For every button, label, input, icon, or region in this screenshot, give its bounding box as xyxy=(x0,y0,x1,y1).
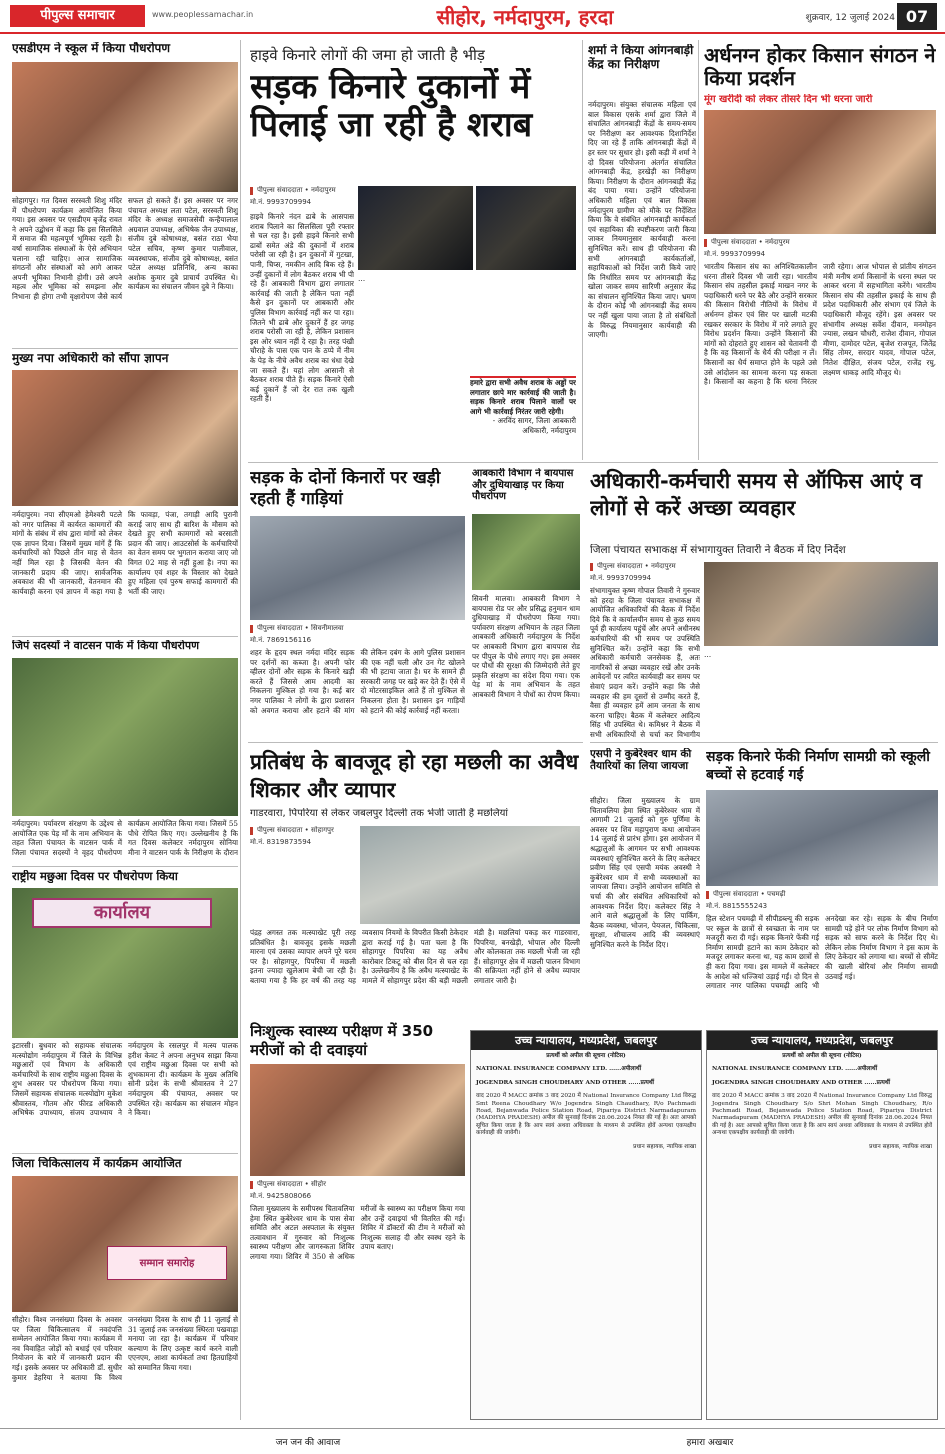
story-body: नर्मदापुरम। नपा सीएमओ हेमेश्वरी पटले को नगर पालिका में कार्यरत कामगारों की मांगों के संबंध में संघ द्वारा मांगों को लेकर एक ज्ञापन दिया। जिसमें मुख्य मांगें हैं कि कर्मचारियों को पिछले तीन माह से वेतन नहीं मिल रहा है जिसकी वेतन की जानकारी प्रदाय की जाए। सार्वजनिक अवकाश की भी जानकारी, वेतनमान की कार्यवाही करना एवं ज्ञापन में कहा गया है कि फावड़ा, पंजा, तगाड़ी आदि पुरानी कराई जाए साथ ही बारिश के मौसम को देखते हुए सभी कामगारों को बरसाती प्रदान की जाए। आउटसोर्स के कर्मचारियों का वेतन समय पर भुगतान कराया जाए जो विगत 02 माह से नहीं हुआ है। नपा का कार्यालय एवं शहर के विस्तार को देखते हुए महिला एवं पुरुष सफाई कामगारों की भर्ती की जाए। xyxy=(12,510,238,596)
story-subhead: जिला पंचायत सभाकक्ष में संभागायुक्त तिवारी ने बैठक में दिए निर्देश xyxy=(590,544,846,556)
notice-text: वाद 2020 में MACC क्रमांक 3 वाद 2020 में National Insurance Company Ltd विरुद्ध Smt Reena Choudhary W/o Jogendra Singh Chaudhary, R/o Pachmadi Road, Bejanwada Police Station Road, Pipariya District Narmadapuram (MADHYA PRADESH) अपील की सुनवाई दिनांक 28.06.2024 नियत की गई है। अतः आपको सूचित किया जाता है कि आप स्वयं अथवा अधिवक्ता के माध्यम से उपस्थित होवें अन्यथा एकपक्षीय कार्यवाही की जावेगी। xyxy=(476,1093,696,1137)
notice-footer: प्रधान सहायक, न्यायिक शाखा xyxy=(633,1143,696,1150)
notice-vs: JOGENDRA SINGH CHOUDHARY AND OTHER ......प्रत्यर्थी xyxy=(712,1079,891,1086)
notice-sub: प्रत्यर्थी को अपील की सूचना (नोटिस) xyxy=(782,1053,862,1059)
lead-body-cont: … xyxy=(358,274,366,283)
story-body: नर्मदापुरम। संयुक्त संचालक महिला एवं बाल विकास एसके शर्मा द्वारा जिले में संचालित आंगनबाड़ी केंद्रों के समय-समय पर निरीक्षण कर आवश्यक दिशानिर्देश दिए जा रहे हैं ताकि आंगनबाड़ी केंद्रों में हर स्तर पर सुधार हो। इसी कड़ी में शर्मा ने दो दिवस परियोजना अंतर्गत संचालित आंगनबाड़ी केंद्र, हरखेड़ी का निरीक्षण किया। निरीक्षण के दौरान आंगनबाड़ी केंद्र बंद पाया गया। उन्होंने परियोजना अधिकारी महिला एवं बाल विकास नर्मदापुरम ग्रामीण को मौके पर निर्देशित किया कि वे संबंधित आंगनबाड़ी कार्यकर्ता एवं सहायिका की स्पष्टीकरण जारी किया जाकर नियमानुसार कार्यवाही करना सुनिश्चित करें। साथ ही परियोजना की सभी आंगनबाड़ी कार्यकर्ताओं, सहायिकाओं को निर्देश जारी किये जाएं कि निर्धारित समय पर आंगनबाड़ी केंद्र खोला जाकर समय सारिणी अनुसार केंद्र का संचालन सुनिश्चित किया जाए। भ्रमण के दौरान कोई भी आंगनबाड़ी केंद्र समय पर नहीं खुला पाया जाता है तो संबंधितों के विरुद्ध नियमानुसार कार्यवाही की जाएगी। xyxy=(588,100,696,340)
notice-footer: प्रधान सहायक, न्यायिक शाखा xyxy=(869,1143,932,1150)
story-headline: आबकारी विभाग ने बायपास और दुधियाखाड़ पर किया पौधरोपण xyxy=(472,468,574,502)
story-body: जिला मुख्यालय के समीपस्थ चितावलिया हेमा स्थित कुबेरेश्वर धाम के पास सेवा समिति और अटल अस्पताल के संयुक्त तत्वावधान में गुरुवार को निःशुल्क स्वास्थ्य परीक्षण और जागरुकता शिविर लगाया गया। शिविर में 350 से अधिक मरीजों के स्वास्थ्य का परीक्षण किया गया और उन्हें दवाइयां भी वितरित की गईं। शिविर में डॉक्टरों की टीम ने मरीजों को निःशुल्क सलाह दी और स्वस्थ रहने के उपाय बताए। xyxy=(250,1204,465,1261)
story-headline: एसपी ने कुबेरेश्वर धाम की तैयारियों का लिया जायजा xyxy=(590,748,692,773)
story-divider xyxy=(12,1153,238,1154)
mobile-number: मो.नं. 9993709994 xyxy=(704,250,766,258)
notice-company: NATIONAL INSURANCE COMPANY LTD. ......अपीलार्थी xyxy=(476,1066,642,1073)
story-body: इटारसी। बुधवार को सहायक संचालक मत्स्योद्योग नर्मदापुरम में जिले के विभिन्न मछुआरों एवं विभाग के अधिकारी कर्मचारियों के साथ राष्ट्रीय मछुआ दिवस के शुभ अवसर पर पौधरोपण किया गया। जिसमें सहायक संचालक मत्स्योद्योग मुकेश श्रीवास्तव, गौतम और फीरड अधिकारी अभिषेक उपाध्याय, संजय उपाध्याय ने नर्मदापुरम के रसलपुर में मत्स्य पालक हरीश केवट ने अपना अनुभव साझा किया एवं राष्ट्रीय मछुआ दिवस पर सभी को शुभकामना दी। कार्यक्रम के मुख्य अतिथि सोनी प्रदेश के सभी श्रीवास्तव ने 27 नर्मदापुरम की पंचायत, अवसर पर उपस्थित रहे। कार्यक्रम का संचालन मोहन ने किया। xyxy=(12,1041,238,1118)
story-body: सोहागपुर। गत दिवस सरस्वती शिशु मंदिर में पौधरोपण कार्यक्रम आयोजित किया गया। इस अवसर पर एसडीएम बृजेंद्र रावत ने अपने उद्बोधन में कहा कि इस सिलसिले में समाज की महत्वपूर्ण भूमिका रहती है। वर्षा सामाजिक संस्थाओं के ऐसे अभियान चलाना रही चाहिए। आज सामाजिक संगठनों और संस्थाओं को आगे आकर अपनी भूमिका निभानी होगी। उसे अपने महत्व और भूमिका को समझना और निभाना ही होगा तभी वृक्षारोपण जैसे कार्य सफल हो सकते हैं। इस अवसर पर नगर पंचायत अध्यक्ष लता पटेल, सरस्वती शिशु मंदिर के अध्यक्ष समाजसेवी कन्हैयालाल अग्रवाल उपाध्यक्ष, अभिषेक जैन उपाध्यक्ष, संजीव दुबे कोषाध्यक्ष, बसंत राठा भैया पटेल सचिव, कृष्ण कुमार पालीवाल, व्यवस्थापक, संजीव दुबे कोषाध्यक्ष, बसंत पटेल अध्यक्ष प्रतिनिधि, अन्य काका अशोक कुमार दुबे प्राचार्य उपस्थित थे। कार्यक्रम का संचालन जीवन दुबे ने किया। xyxy=(12,196,238,301)
mobile-number: मो.नं. 9425808066 xyxy=(250,1192,312,1200)
mobile-number: मो.नं. 8815555243 xyxy=(706,902,768,910)
column-rule xyxy=(698,40,699,460)
mobile-number: मो.नं. 9993709994 xyxy=(250,198,312,206)
page-footer xyxy=(0,1428,945,1454)
story-headline: राष्ट्रीय मछुआ दिवस पर पौधरोपण किया xyxy=(12,870,178,883)
story-body: सीहोर। विश्व जनसंख्या दिवस के अवसर पर जिला चिकित्सालय में नवदंपत्ति सम्मेलन आयोजित किया गया। कार्यक्रम में नव विवाहित जोड़ों को बधाई एवं परिवार नियोजन के बारे में जानकारी प्रदान की गई। इसके अवसर पर अधिकारी डॉ. सुधीर कुमार डेहरिया ने बताया कि विश्व जनसंख्या दिवस के साथ ही 11 जुलाई से 31 जुलाई तक जनसंख्या स्थिरता पखवाड़ा मनाया जा रहा है। कार्यक्रम में परिवार कल्याण के लिए उत्कृष्ट कार्य करने वाली एएनएम, आशा कार्यकर्ता तथा हितग्राहियों को सम्मानित किया गया। xyxy=(12,1315,238,1382)
story-headline: प्रतिबंध के बावजूद हो रहा मछली का अवैध शिकार और व्यापार xyxy=(250,750,579,802)
page-number: 07 xyxy=(897,3,937,30)
story-photo xyxy=(360,826,580,924)
lead-photo xyxy=(476,186,576,270)
story-divider xyxy=(12,636,238,637)
story-body: नर्मदापुरम। पर्यावरण संरक्षण के उद्देश्य से आयोजित एक पेड़ माँ के नाम अभियान के तहत जिला पंचायत के वाटसन पार्क में जिला पंचायत सदस्यों ने वृहद पौधरोपण कार्यक्रम आयोजित किया गया। जिसमें 55 पौधे रोपित किए गए। उल्लेखनीय है कि गत दिवस कलेक्टर नर्मदापुरम सोनिया मीना ने वाटसन पार्क के निरीक्षण के दौरान xyxy=(12,819,238,857)
section-divider xyxy=(248,462,938,463)
story-photo xyxy=(706,790,938,886)
notice-sub: प्रत्यर्थी को अपील की सूचना (नोटिस) xyxy=(546,1053,626,1059)
story-photo xyxy=(12,370,238,506)
story-headline: सड़क किनारे फेंकी निर्माण सामग्री को स्कूली बच्चों से हटवाई गई xyxy=(706,749,930,783)
lead-quote: हमारे द्वारा सभी अवैध शराब के अड्डों पर लगातार छापे मार कार्रवाई की जाती है। सड़क किनारे शराब पिलाने वालों पर आगे भी कार्रवाई निरंतर जारी रहेगी। xyxy=(470,378,576,416)
story-headline: अर्धनग्न होकर किसान संगठन ने किया प्रदर्शन xyxy=(704,44,936,90)
byline: पीपुल्स संवाददाता • सोहागपुर xyxy=(250,826,355,835)
story-body-cont: … xyxy=(704,650,712,659)
story-body: पंद्रह अगस्त तक मत्स्याखेट पूरी तरह प्रतिबंधित है। बावजूद इसके मछली मारना एवं उसका व्यापार अपने पूरे चरम पर है। सोहागपुर, पिपरिया में मछली इतना ज्यादा खुलेआम बेची जा रही है। बताया गया है कि हर वर्ष की तरह यह व्यवसाय नियमों के विपरीत किसी ठेकेदार द्वारा कराई गई है। पता चला है कि सोहागपुर पिपरिया का यह अवैध कारोबार टिकटू को बीस दिन से चल रहा है। उल्लेखनीय है कि अवैध मत्स्याखेट के मामले में सोहागपुर प्रदेश की बड़ी मछली मंडी है। मछलियां पकड़ कर गाडरवारा, पिपरिया, बनखेड़ी, भोपाल और दिल्ली और कोलकाता तक मछली भेजी जा रही हैं। सोहागपुर क्षेत्र में मछली पालन विभाग की सक्रियता नहीं होने से अवैध व्यापार लगातार जारी है। xyxy=(250,928,580,985)
photo-banner: सम्मान समारोह xyxy=(107,1246,227,1280)
lead-body: हाइवे किनारे नंदन ढाबे के आसपास शराब पिलाने का सिलसिला पूरी रफ्तार से चल रहा है। इसी हाइवे किनारे सभी ढाबों समेत अंडे की दुकानों में शराब परोसी जा रही है। इन दुकानों में गुटखा, पानी, चिप्स, नमकीन आदि बिक रहे हैं। उन्हीं दुकानों में लोग बैठकर शराब भी पी रहे हैं। आबकारी विभाग द्वारा लगातार कार्रवाई की जाती है लेकिन पता नहीं कैसे इन दुकानों पर आबकारी और पुलिस विभाग कार्रवाई नहीं कर पा रहा। जितने भी ढाबे और दुकानें हैं हर जगह शराब परोसी जा रही है, लेकिन प्रशासन इस ओर ध्यान नहीं दे रहा है। तरह पंखी चौराहे के पास एक पान के ठप्पे में नीम के पेड़ के नीचे अवैध शराब का धंधा देखे जा सकते हैं। यहां लोग आसानी से बैठकर शराब पीते हैं। सड़क किनारे ऐसी कई दुकानें हैं जो देर रात तक खुली रहती हैं। xyxy=(250,212,354,404)
story-photo xyxy=(250,1064,465,1176)
notice-vs: JOGENDRA SINGH CHOUDHARY AND OTHER ......प्रत्यर्थी xyxy=(476,1079,655,1086)
website[interactable]: www.peoplessamachar.in xyxy=(152,10,254,19)
story-subhead: गाडरवारा, पिपरिया से लेकर जबलपुर दिल्ली तक भेजी जाती है मछलियां xyxy=(250,808,509,819)
mobile-number: मो.नं. 7869156116 xyxy=(250,636,312,644)
story-body: सिवनी मालवा। आबकारी विभाग ने बायपास रोड पर और प्रसिद्ध हनुमान धाम दुधियाखाड़ में पौधरोपण किया गया। पर्यावरण संरक्षण अभियान के तहत जिला आबकारी अधिकारी नर्मदापुरम के निर्देश पर आबकारी विभाग द्वारा बायपास रोड पर पीपुल के पौधे लगाए गए। इस अवसर पर पौधों की सुरक्षा की जिम्मेदारी लेते हुए प्रकृति संरक्षण का संदेश दिया गया। एक पेड़ मां के नाम अभियान के तहत आबकारी विभाग ने पौधों का रोपण किया। xyxy=(472,594,580,699)
byline: पीपुल्स संवाददाता • सीहोर xyxy=(250,1180,450,1189)
story-headline: जिपं सदस्यों ने वाटसन पार्क में किया पौधरोपण xyxy=(12,640,200,652)
story-body: हिल स्टेशन पचमढ़ी में सीपीडब्ल्यू की सड़क पर स्कूल के छात्रों से स्वच्छता के नाम पर मजदूरी करा दी गई। सड़क किनारे फेंकी गई निर्माण सामग्री हटाने का काम ठेकेदार को मजदूर लगाकर करना था, यह काम छात्रों से ही करा दिया गया। इस मामले में कलेक्टर के आदेश को धज्जियां उड़ाई गईं। दो दिन से लगातार नगर पालिका पचमढ़ी आदि भी अनदेखा कर रहे। सड़क के बीच निर्माण सामग्री पड़े होने पर लोक निर्माण विभाग को सड़क को साफ करने के निर्देश दिए थे। लेकिन लोक निर्माण विभाग ने इस काम के लिए ठेकेदार को लगाया था। बच्चों से सीमेंट की खाली बोरियां और निर्माण सामग्री उठवाई गई। xyxy=(706,914,938,991)
section-divider xyxy=(248,742,583,743)
section-title: सीहोर, नर्मदापुरम, हरदा xyxy=(436,5,614,29)
byline: पीपुल्स संवाददाता • पचमढ़ी xyxy=(706,890,826,899)
story-divider xyxy=(12,866,238,867)
byline: पीपुल्स संवाददाता • नर्मदापुरम xyxy=(590,562,700,571)
notice-court: उच्च न्यायालय, मध्यप्रदेश, जबलपुर xyxy=(471,1031,701,1050)
masthead xyxy=(0,0,945,34)
story-headline: अधिकारी-कर्मचारी समय से ऑफिस आएं व लोगों से करें अच्छा व्यवहार xyxy=(590,469,922,520)
story-body: शहर के हृदय स्थल नर्मदा मंदिर सड़क पर दर्शनों का कब्जा है। अपनी फोर व्हीलर दोनों और सड़क के किनारे खड़ी करते हैं जिससे आम आदमी का निकलना मुश्किल हो गया है। कई बार नगर पालिका ने लोगों के द्वारा प्रशासन को अवगत कराया और हटाने की मांग की लेकिन दबंग के आगे पुलिस प्रशासन की एक नहीं चली और उन गेट खोलने की भी हटाया जाता है। घर के सामने ही सरकारी जगह पर खड़े कर देते हैं। ऐसे में दो मोटरसाइकिल आते हैं तो मुश्किल से निकलना होता है। प्रशासन इन गाड़ियों को हटाने की कोई कार्रवाई नहीं करता। xyxy=(250,648,465,715)
story-photo xyxy=(472,514,580,590)
story-photo xyxy=(250,516,465,620)
notice-text: वाद 2020 में MACC क्रमांक 3 वाद 2020 में National Insurance Company Ltd विरुद्ध Jogendra Singh Choudhary S/o Shri Mohan Singh Choudhary, R/o Pachmadi Road, Bejanwada Police Station Road, Pipariya District Narmadapuram (MADHYA PRADESH) अपील की सुनवाई दिनांक 28.06.2024 नियत की गई है। अतः आपको सूचित किया जाता है कि आप स्वयं अथवा अधिवक्ता के माध्यम से उपस्थित होवें अन्यथा एकपक्षीय कार्यवाही की जावेगी। xyxy=(712,1093,932,1137)
byline: पीपुल्स संवाददाता • सिवनीमालवा xyxy=(250,624,450,633)
story-headline: शर्मा ने किया आंगनबाड़ी केंद्र का निरीक्षण xyxy=(588,44,694,71)
story-subhead: मूंग खरीदी को लेकर तीसरे दिन भी धरना जारी xyxy=(704,94,873,105)
footer-right: हमारा अखबार xyxy=(686,1438,734,1448)
lead-quote-box xyxy=(470,376,576,458)
story-headline: एसडीएम ने स्कूल में किया पौधरोपण xyxy=(12,42,171,55)
story-headline: मुख्य नपा अधिकारी को सौंपा ज्ञापन xyxy=(12,352,169,365)
column-rule xyxy=(582,40,583,460)
story-body: भारतीय किसान संघ का अनिश्चितकालीन धरना तीसरे दिवस भी जारी रहा। भारतीय किसान संघ तहसील इकाई माखन नगर के पदाधिकारी धरने पर बैठे और उन्होंने सरकार की किसान विरोधी नीतियों के विरोध में अर्धनग्न होकर एवं सिर पर खाली मटकी रखकर सरकार के विरोध में नारे लगाते हुए विरोध प्रदर्शन किया। उन्होंने किसानों की मांगों को दोहराते हुए शासन को चेतावनी दी है कि वह किसानों के धैर्य की परीक्षा न लें। किसानों का धैर्य समाप्त होने के पहले उसे उसे आंदोलन का सामना करना पड़ सकता है। किसानों का कहना है कि धरना निरंतर जारी रहेगा। आज भोपाल से प्रांतीय संगठन मंत्री मनीष शर्मा किसानों के धरना स्थल पर आकर धरना में सहभागिता करेंगे। भारतीय किसान संघ की तहसील इकाई के साथ ही प्रदेश पदाधिकारी और संभाग एवं जिले के पदाधिकारी मौजूद रहेंगे। इस अवसर पर संभागीय अध्यक्ष सर्वेश दीवान, मनमोहन ज्यास, लखन चौधरी, राजेश दीवान, गोपाल मीणा, दामोदर पटेल, बृजेश राजपूत, जितेंद्र सिंह तोमर, सरदार यादव, गोपाल पटेल, नितेश दीक्षित, संजय पटेल, राजेंद्र रघु, लक्ष्मण धाकड़ आदि मौजूद थे। xyxy=(704,262,936,387)
logo: पीपुल्स समाचार xyxy=(10,5,145,27)
story-photo xyxy=(704,562,938,646)
lead-headline: सड़क किनारे दुकानों में पिलाई जा रही है शराब xyxy=(250,68,533,144)
section-divider xyxy=(590,742,938,743)
byline: पीपुल्स संवाददाता • नर्मदापुरम xyxy=(250,186,470,195)
photo-banner: कार्यालय xyxy=(32,898,212,928)
story-headline: सड़क के दोनों किनारों पर खड़ी रहती हैं गाड़ियां xyxy=(250,468,441,509)
footer-left: जन जन की आवाज xyxy=(275,1438,341,1448)
mobile-number: मो.नं. 8319873594 xyxy=(250,838,312,846)
story-divider xyxy=(12,348,238,349)
story-photo xyxy=(704,110,936,234)
lead-kicker: हाइवे किनारे लोगों की जमा हो जाती है भीड़ xyxy=(250,46,485,64)
story-body: सीहोर। जिला मुख्यालय के ग्राम चितावलिया हेमा स्थित कुबेरेश्वर धाम में आगामी 21 जुलाई को गुरु पूर्णिमा के अवसर पर शिव महापुराण कथा आयोजन 14 जुलाई से प्रारंभ होगा। इस आयोजन में श्रद्धालुओं के आगमन पर सभी आवश्यक व्यवस्थाएं सुनिश्चित करने के लिए कलेक्टर प्रवीण सिंह एवं एसपी मयंक अवस्थी ने कुबेरेश्वर धाम में सभी व्यवस्थाओं का जायजा लिया। उन्होंने आयोजन समिति से चर्चा की और संबंधित अधिकारियों को आवश्यक निर्देश दिए। कलेक्टर सिंह ने आने वाले श्रद्धालुओं के लिए पार्किंग, बैठक व्यवस्था, भोजन, पेयजल, चिकित्सा, सुरक्षा, शौचालय आदि की व्यवस्थाएं सुनिश्चित करने के निर्देश दिए। xyxy=(590,796,700,949)
story-body: संभागायुक्त कृष्ण गोपाल तिवारी ने गुरुवार को हरदा के जिला पंचायत सभाकक्ष में आयोजित अधिकारियों की बैठक में निर्देश दिये कि वे कार्यालयीन समय से कुछ समय पूर्व ही कार्यालय पहुंचें और अपने अधीनस्थ कर्मचारियों की भी समय पर उपस्थिति सुनिश्चित करें। उन्होंने कहा कि सभी अधिकारी कर्मचारी जनसेवक हैं, अतः नागरिकों से अच्छा व्यवहार रखें और उनके आवेदनों पर त्वरित कार्यवाही कर समय पर सेवाएं प्रदान करें। उन्होंने कहा कि जैसे व्यवहार की हम दूसरों से उम्मीद करते हैं, वैसा ही व्यवहार हमें आम जनता के साथ करना चाहिए। बैठक में कलेक्टर आदित्य सिंह भी उपस्थित थे। कमिश्नर ने बैठक में सभी अधिकारियों से चर्चा कर विभागीय xyxy=(590,586,700,738)
date: शुक्रवार, 12 जुलाई 2024 xyxy=(805,13,895,23)
notice-company: NATIONAL INSURANCE COMPANY LTD. ......अपीलार्थी xyxy=(712,1066,878,1073)
story-photo xyxy=(12,62,238,192)
notice-court: उच्च न्यायालय, मध्यप्रदेश, जबलपुर xyxy=(707,1031,937,1050)
lead-quote-by: - अरविंद सागर, जिला आबकारी अधिकारी, नर्मदापुरम xyxy=(492,416,576,435)
story-photo xyxy=(12,1176,238,1312)
mobile-number: मो.नं. 9993709994 xyxy=(590,574,652,582)
court-notice xyxy=(470,1030,702,1420)
lead-photo xyxy=(358,186,473,270)
story-headline: निःशुल्क स्वास्थ्य परीक्षण में 350 मरीजों को दी दवाइयां xyxy=(250,1022,434,1059)
story-photo xyxy=(12,658,238,816)
court-notice xyxy=(706,1030,938,1420)
story-headline: जिला चिकित्सालय में कार्यक्रम आयोजित xyxy=(12,1157,182,1170)
story-photo xyxy=(12,888,238,1038)
byline: पीपुल्स संवाददाता • नर्मदापुरम xyxy=(704,238,864,247)
column-rule xyxy=(240,40,241,1420)
